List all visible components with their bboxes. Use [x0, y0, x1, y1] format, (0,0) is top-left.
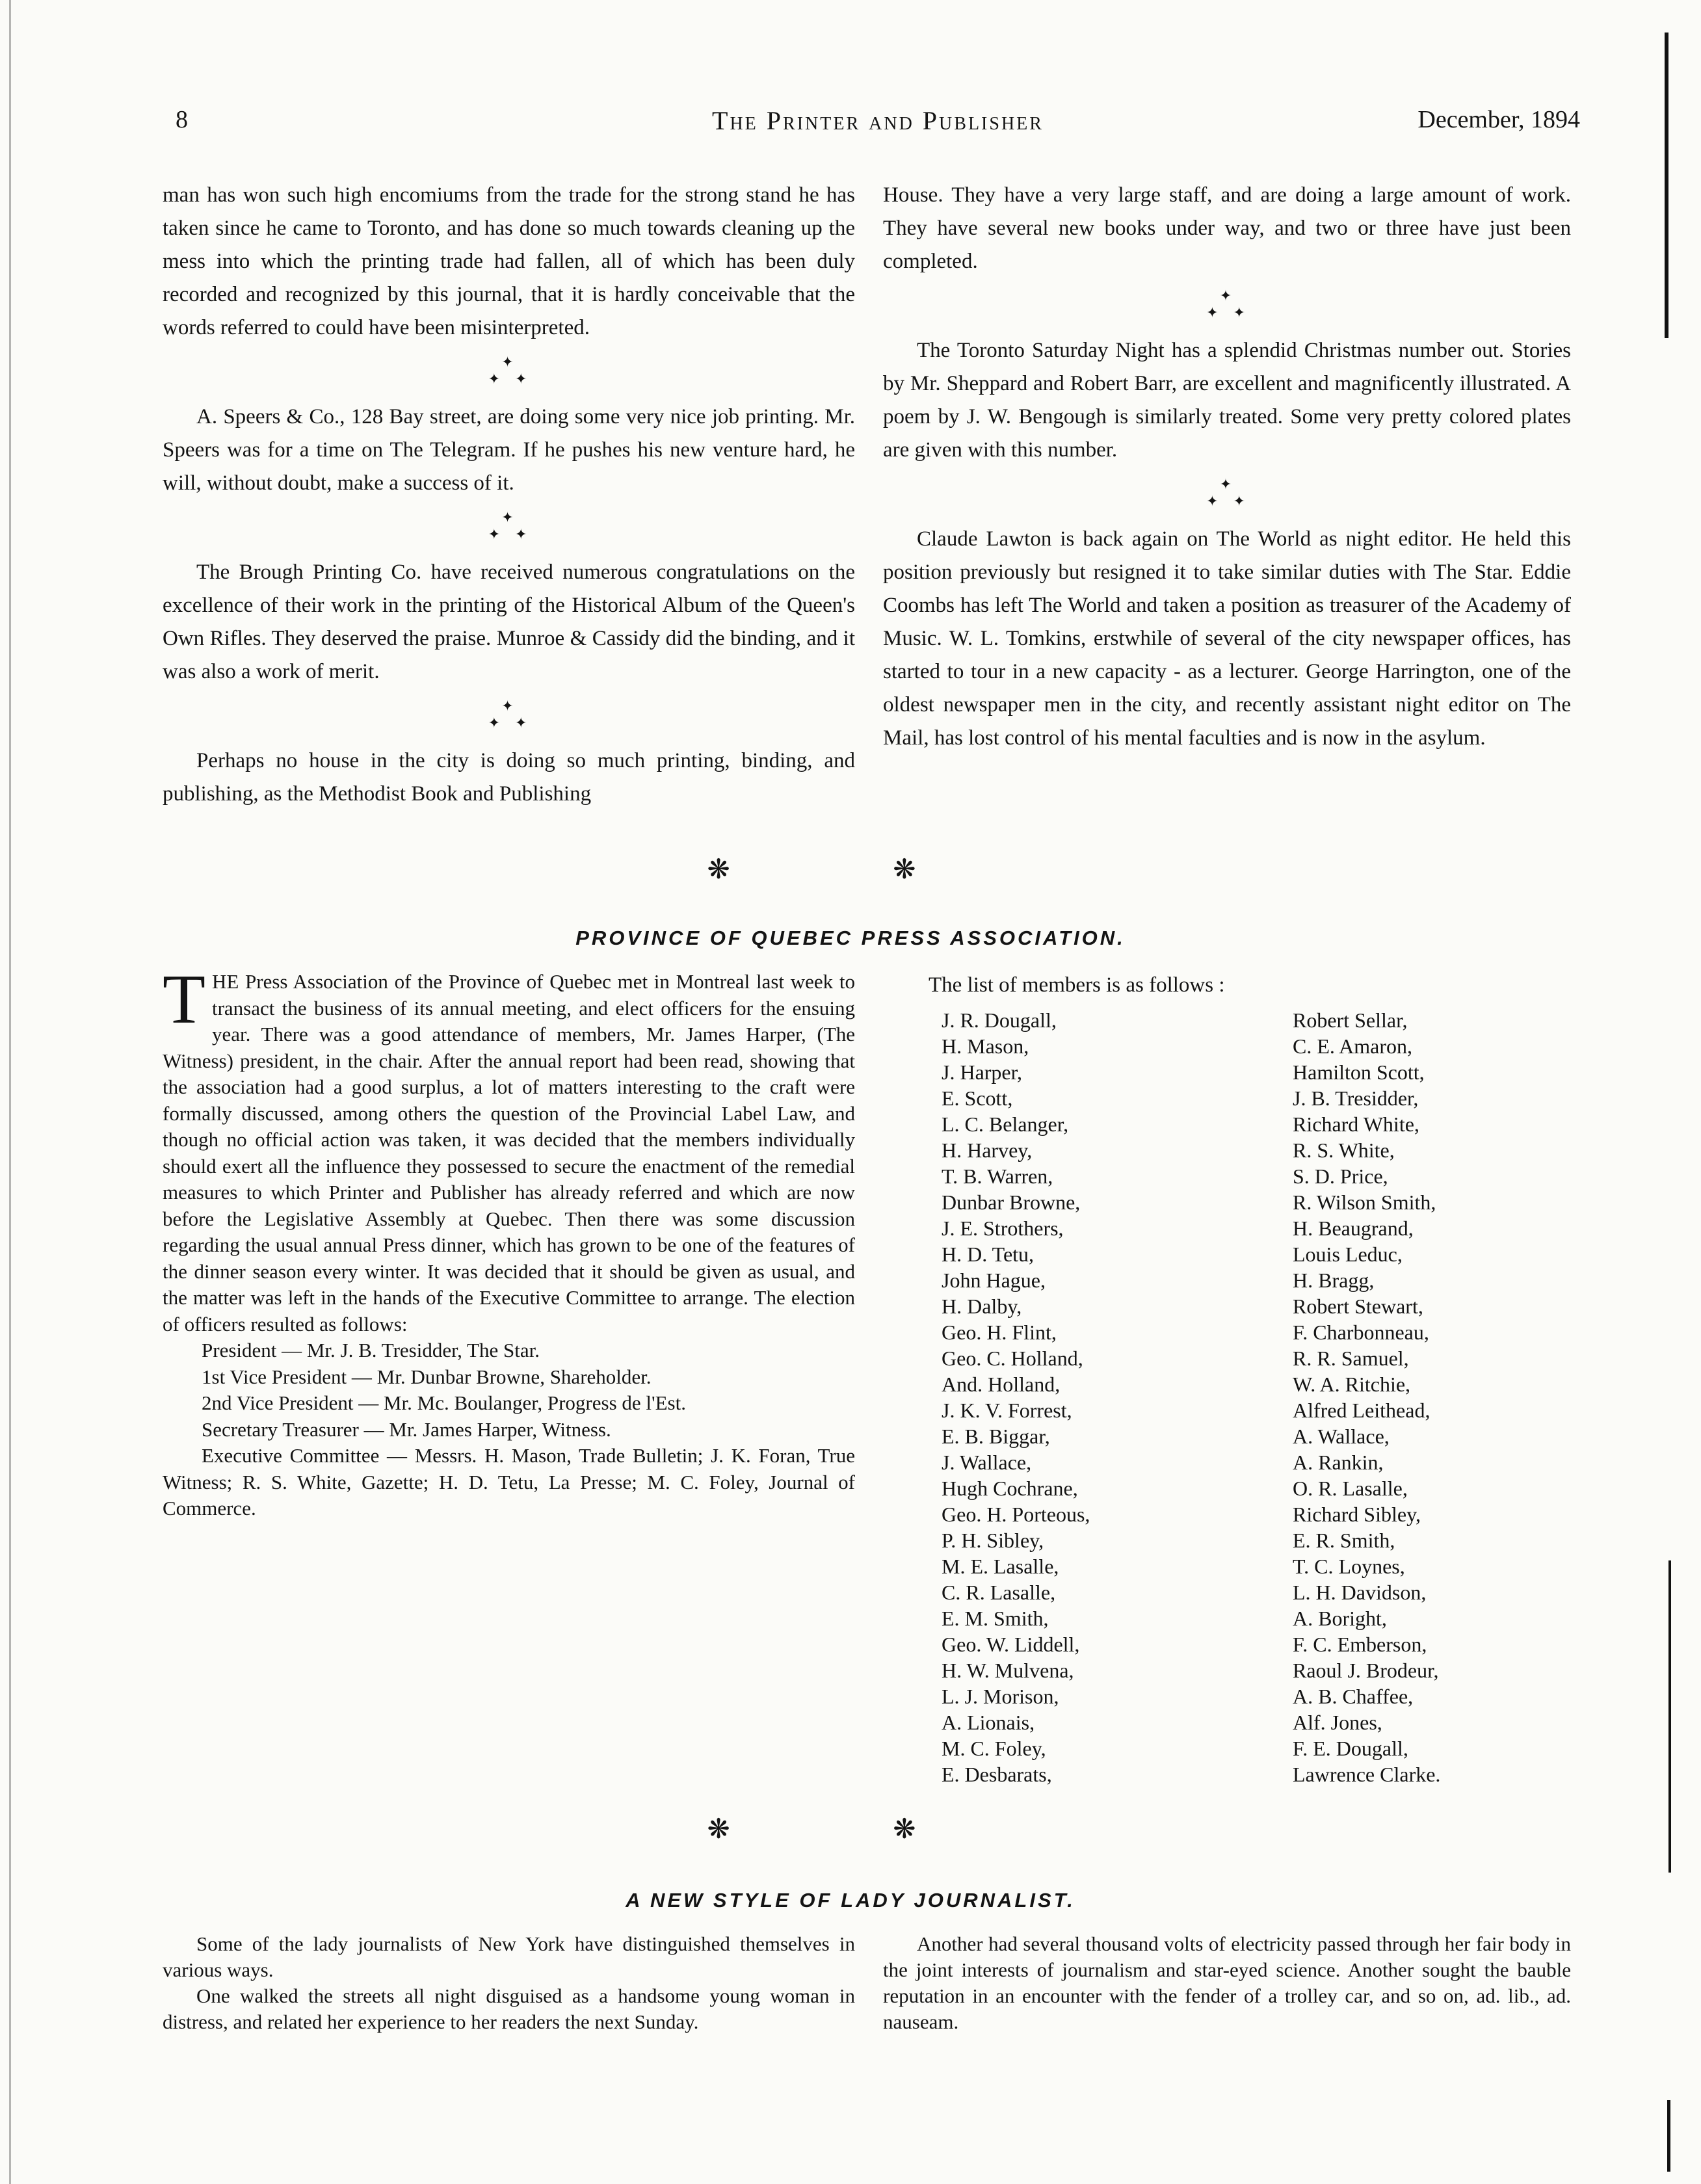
- officer-secretary: Secretary Treasurer — Mr. James Harper, Witness.: [202, 1417, 611, 1441]
- asterism-divider: ✦ ✦ ✦: [1206, 476, 1248, 509]
- quebec-members: [883, 969, 1571, 1787]
- member-name: Richard Sibley,: [1293, 1503, 1421, 1526]
- asterism-divider: ✦ ✦ ✦: [488, 354, 530, 387]
- issue-date: December, 1894: [1418, 106, 1580, 133]
- member-name: W. A. Ritchie,: [1293, 1373, 1411, 1396]
- member-name: A. Boright,: [1293, 1607, 1387, 1630]
- member-name: J. B. Tresidder,: [1293, 1086, 1419, 1110]
- section-title-quebec: PROVINCE OF QUEBEC PRESS ASSOCIATION.: [575, 927, 1126, 949]
- member-name: M. E. Lasalle,: [942, 1555, 1059, 1578]
- member-name: Alf. Jones,: [1293, 1711, 1382, 1734]
- paragraph: A. Speers & Co., 128 Bay street, are doing some very nice job printing. Mr. Speers was for a time on The Telegram. If he pushes his new venture hard, he will, without doubt, make a success of it.: [163, 405, 855, 495]
- member-name: O. R. Lasalle,: [1293, 1477, 1408, 1500]
- member-name: R. S. White,: [1293, 1138, 1395, 1162]
- member-name: J. K. V. Forrest,: [942, 1399, 1072, 1422]
- member-name: T. B. Warren,: [942, 1164, 1053, 1188]
- section-ornament: ❋ ❋: [707, 1815, 994, 1845]
- officer-1st-vice: 1st Vice President — Mr. Dunbar Browne, Shareholder.: [202, 1365, 652, 1388]
- member-name: Hugh Cochrane,: [942, 1477, 1078, 1500]
- page-number: 8: [176, 106, 188, 133]
- paragraph: Some of the lady journalists of New York have distinguished themselves in various ways.: [163, 1932, 855, 1981]
- member-name: A. B. Chaffee,: [1293, 1685, 1414, 1708]
- member-name: L. C. Belanger,: [942, 1112, 1069, 1136]
- member-name: A. Wallace,: [1293, 1425, 1390, 1448]
- member-name: Geo. H. Porteous,: [942, 1503, 1090, 1526]
- right-edge-rule-bottom: [1667, 2100, 1670, 2172]
- member-name: H. Beaugrand,: [1293, 1217, 1414, 1240]
- paragraph: man has won such high encomiums from the trade for the strong stand he has taken since he came to Toronto, and has done so much towards cleaning up the mess into which the printing trade had fallen, all of which has been duly recorded and recognized by this journal, that it is hardly conceivable that the words referred to could have been misinterpreted.: [163, 183, 855, 339]
- member-name: P. H. Sibley,: [942, 1529, 1044, 1552]
- member-name: J. Wallace,: [942, 1451, 1032, 1474]
- member-name: R. Wilson Smith,: [1293, 1191, 1436, 1214]
- member-name: A. Rankin,: [1293, 1451, 1384, 1474]
- member-name: H. Dalby,: [942, 1295, 1022, 1318]
- member-name: E. Desbarats,: [942, 1763, 1052, 1786]
- members-column-2: [1293, 1007, 1566, 1787]
- member-name: E. B. Biggar,: [942, 1425, 1050, 1448]
- publication-title: The Printer and Publisher: [712, 106, 1044, 135]
- member-name: John Hague,: [942, 1269, 1046, 1292]
- member-name: A. Lionais,: [942, 1711, 1035, 1734]
- lady-left-column: [163, 1931, 855, 2035]
- member-name: E. Scott,: [942, 1086, 1013, 1110]
- paragraph: House. They have a very large staff, and are doing a large amount of work. They have several new books under way, and two or three have just been completed.: [883, 183, 1571, 273]
- member-name: C. E. Amaron,: [1293, 1034, 1412, 1058]
- asterism-divider: ✦ ✦ ✦: [1206, 287, 1248, 321]
- lady-right-column: [883, 1931, 1571, 2035]
- member-name: Hamilton Scott,: [1293, 1060, 1425, 1084]
- member-name: L. H. Davidson,: [1293, 1581, 1427, 1604]
- asterism-divider: ✦ ✦ ✦: [488, 698, 530, 731]
- member-name: F. E. Dougall,: [1293, 1737, 1408, 1760]
- members-list: [883, 1007, 1571, 1787]
- right-edge-rule: [1665, 33, 1668, 338]
- paragraph: The Toronto Saturday Night has a splendid Christmas number out. Stories by Mr. Sheppard and Robert Barr, are excellent and magnificently illustrated. A poem by J. W. Bengough is similarly treated. Some very pretty colored plates are given with this number.: [883, 339, 1571, 462]
- member-name: J. Harper,: [942, 1060, 1022, 1084]
- member-name: F. Charbonneau,: [1293, 1321, 1429, 1344]
- member-name: H. Harvey,: [942, 1138, 1033, 1162]
- member-name: And. Holland,: [942, 1373, 1061, 1396]
- member-name: Louis Leduc,: [1293, 1243, 1403, 1266]
- member-name: Robert Sellar,: [1293, 1008, 1408, 1032]
- member-name: Geo. W. Liddell,: [942, 1633, 1080, 1656]
- top-left-column: [163, 179, 855, 811]
- member-name: H. W. Mulvena,: [942, 1659, 1074, 1682]
- officer-2nd-vice: 2nd Vice President — Mr. Mc. Boulanger, Progress de l'Est.: [202, 1391, 686, 1414]
- paragraph: Claude Lawton is back again on The World as night editor. He held this position previously but resigned it to take similar duties with The Star. Eddie Coombs has left The World and taken a position as treasurer of the Academy of Music. W. L. Tomkins, erstwhile of several of the city newspaper offices, has started to tour in a new capacity - as a lecturer. George Harrington, one of the oldest newspaper men in the city, and recently assistant night editor on The Mail, has lost control of his mental faculties and is now in the asylum.: [883, 527, 1571, 750]
- member-name: H. Bragg,: [1293, 1269, 1375, 1292]
- member-name: Geo. C. Holland,: [942, 1347, 1083, 1370]
- member-name: Raoul J. Brodeur,: [1293, 1659, 1439, 1682]
- member-name: J. E. Strothers,: [942, 1217, 1064, 1240]
- running-head: [176, 105, 1580, 144]
- section-ornament: ❋ ❋: [707, 855, 994, 885]
- paragraph: One walked the streets all night disguised as a handsome young woman in distress, and related her experience to her readers the next Sunday.: [163, 1984, 855, 2033]
- member-name: H. Mason,: [942, 1034, 1029, 1058]
- member-name: H. D. Tetu,: [942, 1243, 1035, 1266]
- members-column-1: [942, 1007, 1293, 1787]
- paragraph: Another had several thousand volts of electricity passed through her fair body in the joint interests of journalism and star-eyed science. Another sought the bauble reputation in an encounter with the fender of a trolley car, and so on, ad. lib., ad. nauseam.: [883, 1932, 1571, 2033]
- drop-cap: T: [163, 961, 205, 1038]
- member-name: T. C. Loynes,: [1293, 1555, 1405, 1578]
- member-name: R. R. Samuel,: [1293, 1347, 1409, 1370]
- member-name: Lawrence Clarke.: [1293, 1763, 1441, 1786]
- paragraph: Perhaps no house in the city is doing so much printing, binding, and publishing, as the Methodist Book and Publishing: [163, 749, 855, 806]
- top-right-column: [883, 179, 1571, 755]
- section-title-lady-journalist: A NEW STYLE OF LADY JOURNALIST.: [626, 1889, 1075, 1912]
- member-name: C. R. Lasalle,: [942, 1581, 1056, 1604]
- quebec-left-column: [163, 961, 855, 1522]
- member-name: Richard White,: [1293, 1112, 1419, 1136]
- members-intro: The list of members is as follows :: [929, 973, 1225, 997]
- member-name: E. M. Smith,: [942, 1607, 1049, 1630]
- member-name: M. C. Foley,: [942, 1737, 1046, 1760]
- member-name: J. R. Dougall,: [942, 1008, 1057, 1032]
- paragraph: The Brough Printing Co. have received numerous congratulations on the excellence of their work in the printing of the Historical Album of the Queen's Own Rifles. They deserved the praise. Munroe & Cassidy did the binding, and it was also a work of merit.: [163, 560, 855, 683]
- member-name: Robert Stewart,: [1293, 1295, 1423, 1318]
- association-report: HE Press Association of the Province of Quebec met in Montreal last week to transact the business of its annual meeting, and elect officers for the ensuing year. There was a good attendance of members, Mr. James Harper, (The Witness) president, in the chair. After the annual report had been read, showing that the association had a good surplus, a lot of matters interesting to the craft were formally discussed, among others the question of the Provincial Label Law, and though no official action was taken, it was decided that the members individually should exert all the influence they possessed to secure the enactment of the remedial measures to which Printer and Publisher has already referred and which are now before the Legislative Assembly at Quebec. Then there was some discussion regarding the usual annual Press dinner, which has grown to be one of the features of the dinner season every winter. It was decided that it should be given as usual, and the matter was left in the hands of the Executive Committee to arrange. The election of officers resulted as follows:: [163, 970, 855, 1335]
- member-name: F. C. Emberson,: [1293, 1633, 1427, 1656]
- officer-president: President — Mr. J. B. Tresidder, The Star.: [202, 1339, 540, 1362]
- member-name: L. J. Morison,: [942, 1685, 1059, 1708]
- member-name: S. D. Price,: [1293, 1164, 1388, 1188]
- member-name: Geo. H. Flint,: [942, 1321, 1057, 1344]
- asterism-divider: ✦ ✦ ✦: [488, 509, 530, 542]
- officer-executive: Executive Committee — Messrs. H. Mason, Trade Bulletin; J. K. Foran, True Witness; R. S. White, Gazette; H. D. Tetu, La Presse; M. C. Foley, Journal of Commerce.: [163, 1444, 855, 1520]
- member-name: E. R. Smith,: [1293, 1529, 1395, 1552]
- member-name: Alfred Leithead,: [1293, 1399, 1431, 1422]
- paragraph: [163, 961, 855, 1337]
- member-name: Dunbar Browne,: [942, 1191, 1081, 1214]
- left-edge-mark: [9, 0, 11, 2184]
